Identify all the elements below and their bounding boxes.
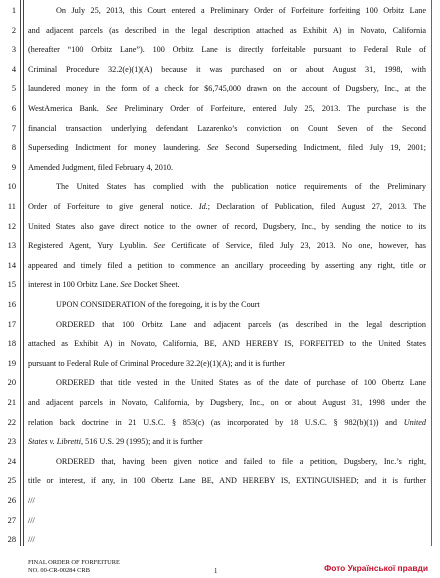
footer-case-number: NO. 00-CR-00284 CRB bbox=[28, 567, 90, 574]
document-line: and adjacent parcels in Novato, California, by Dugsbery, Inc., on or about August 31, 1998 under the bbox=[28, 398, 426, 407]
line-number: 10 bbox=[7, 182, 16, 192]
document-line: relation back doctrine in 21 U.S.C. § 853(c) (as incorporated by 18 U.S.C. § 982(b)(1)) and United bbox=[28, 417, 426, 427]
line-number: 14 bbox=[7, 260, 16, 270]
line-number: 24 bbox=[7, 456, 16, 466]
line-number: 7 bbox=[11, 123, 16, 133]
line-number: 22 bbox=[7, 417, 16, 427]
line-number: 15 bbox=[7, 280, 16, 290]
document-line: WestAmerica Bank. See Preliminary Order of Forfeiture, entered July 25, 2013. The purchase is the bbox=[28, 104, 426, 113]
line-number: 27 bbox=[7, 515, 16, 525]
document-line: ORDERED that 100 Orbitz Lane and adjacent parcels (as described in the legal description bbox=[56, 319, 426, 329]
line-number: 17 bbox=[7, 319, 16, 329]
document-line: States v. Libretti, 516 U.S. 29 (1995); and it is further bbox=[28, 437, 203, 447]
line-number: 19 bbox=[7, 358, 16, 368]
line-number: 1 bbox=[11, 6, 16, 15]
document-line: Order of Forfeiture to give general notice. Id.; Declaration of Publication, filed August 27, 2013. The bbox=[28, 202, 426, 211]
line-number: 9 bbox=[11, 162, 16, 172]
line-number: 18 bbox=[7, 339, 16, 349]
document-line: /// bbox=[28, 535, 35, 545]
line-number: 11 bbox=[7, 202, 16, 211]
document-line: On July 25, 2013, this Court entered a Preliminary Order of Forfeiture forfeiting 100 Orbitz Lane bbox=[56, 6, 426, 15]
line-number: 20 bbox=[7, 378, 16, 388]
page-number: 1 bbox=[214, 568, 218, 575]
document-line: attached as Exhibit A) in Novato, California, BE, AND HEREBY IS, FORFEITED to the United States bbox=[28, 339, 426, 349]
line-number: 3 bbox=[11, 45, 16, 55]
document-line: ORDERED that, having been given notice and failed to file a petition, Dugsbery, Inc.’s right, bbox=[56, 456, 426, 466]
document-line: (hereafter “100 Orbitz Lane”). 100 Orbitz Lane is directly forfeitable pursuant to Federal Rule of bbox=[28, 45, 426, 55]
left-margin-rule bbox=[20, 0, 21, 546]
line-number: 6 bbox=[11, 104, 16, 113]
line-number: 23 bbox=[7, 437, 16, 447]
line-number: 8 bbox=[11, 143, 16, 153]
document-line: appeared and timely filed a petition to commence an ancillary proceeding by asserting any right, title or bbox=[28, 260, 426, 270]
footer-title: FINAL ORDER OF FORFEITURE bbox=[28, 559, 120, 566]
line-number: 25 bbox=[7, 476, 16, 486]
document-line: /// bbox=[28, 515, 35, 525]
left-margin-rule-inner bbox=[23, 0, 24, 546]
document-line: and adjacent parcels (as described in the legal description attached as Exhibit A) in Novato, California bbox=[28, 25, 426, 35]
right-margin-rule bbox=[431, 0, 432, 546]
document-line: pursuant to Federal Rule of Criminal Procedure 32.2(e)(1)(A); and it is further bbox=[28, 358, 285, 368]
document-line: Registered Agent, Yury Lyublin. See Certificate of Service, filed July 23, 2013. No one, however, has bbox=[28, 241, 426, 251]
document-line: /// bbox=[28, 496, 35, 505]
line-number: 2 bbox=[11, 25, 16, 35]
line-number: 12 bbox=[7, 221, 16, 231]
document-line: interest in 100 Orbitz Lane. See Docket Sheet. bbox=[28, 280, 180, 290]
document-line: Amended Judgment, filed February 4, 2010. bbox=[28, 162, 174, 172]
document-line: Criminal Procedure 32.2(e)(1)(A) because it was purchased on or about August 31, 1998, with bbox=[28, 64, 426, 74]
document-line: title or interest, if any, in 100 Obertz Lane BE, AND HEREBY IS, EXTINGUISHED; and it is further bbox=[28, 476, 426, 486]
document-line: financial transaction underlying defendant Lazarenko’s conviction on Count Seven of the Second bbox=[28, 123, 426, 133]
document-line: Superseding Indictment for money laundering. See Second Superseding Indictment, filed July 19, 2001; bbox=[28, 143, 426, 153]
line-number: 21 bbox=[7, 398, 16, 407]
document-line: United States also gave direct notice to the owner of record, Dugsbery, Inc., by sending the notice to its bbox=[28, 221, 426, 231]
document-line: ORDERED that title vested in the United States as of the date of purchase of 100 Obertz Lane bbox=[56, 378, 426, 388]
line-number: 5 bbox=[11, 84, 16, 94]
line-number: 26 bbox=[7, 496, 16, 505]
line-number: 13 bbox=[7, 241, 16, 251]
document-line: The United States has complied with the publication notice requirements of the Preliminary bbox=[56, 182, 426, 192]
document-line: laundered money in the form of a check for $6,745,000 drawn on the account of Dugsbery, Inc., at the bbox=[28, 84, 426, 94]
line-number: 16 bbox=[7, 300, 16, 309]
photo-credit: Фото Української правди bbox=[324, 563, 428, 573]
document-line: UPON CONSIDERATION of the foregoing, it is by the Court bbox=[56, 300, 260, 309]
line-number: 4 bbox=[11, 64, 16, 74]
line-number: 28 bbox=[7, 535, 16, 545]
